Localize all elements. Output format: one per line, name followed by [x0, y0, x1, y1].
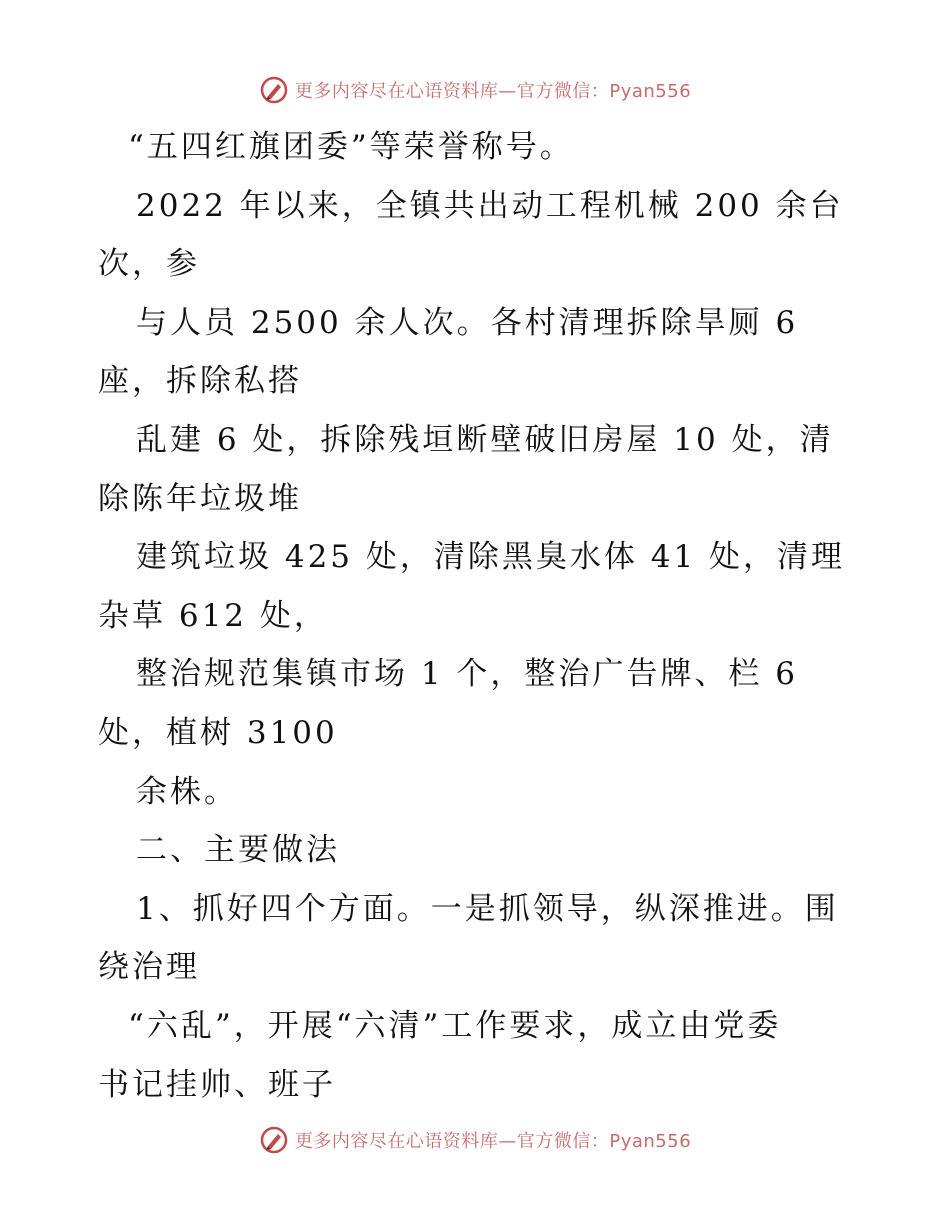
text-line: 1、抓好四个方面。一是抓领导，纵深推进。围: [136, 890, 839, 927]
text-line: 整治规范集镇市场 1 个，整治广告牌、栏 6: [136, 656, 799, 693]
text-line: 绕治理: [98, 949, 200, 986]
pen-logo-icon: [259, 75, 289, 105]
text-line: 书记挂帅、班子: [98, 1066, 336, 1103]
text-line: 杂草 612 处，: [98, 597, 328, 634]
text-line: 乱建 6 处，拆除残垣断壁破旧房屋 10 处，清: [136, 421, 834, 458]
header-watermark: [0, 72, 950, 108]
text-line: 余株。: [136, 773, 238, 810]
text-line: “六乱”，开展“六清”工作要求，成立由党委: [128, 1007, 782, 1044]
document-body: [98, 118, 858, 1114]
text-line: 2022 年以来，全镇共出动工程机械 200 余台: [136, 187, 844, 224]
text-line: 座，拆除私搭: [98, 363, 302, 400]
watermark-text: 更多内容尽在心语资料库—官方微信：Pyan556: [294, 81, 692, 102]
text-line: 次，参: [98, 246, 200, 283]
text-line: “五四红旗团委”等荣誉称号。: [128, 129, 574, 165]
section-heading: 二、主要做法: [136, 832, 340, 869]
footer-watermark: [0, 1122, 950, 1158]
text-line: 与人员 2500 余人次。各村清理拆除旱厕 6: [136, 304, 799, 341]
watermark-text: 更多内容尽在心语资料库—官方微信：Pyan556: [294, 1131, 692, 1152]
text-line: 除陈年垃圾堆: [98, 480, 302, 517]
pen-logo-icon: [259, 1125, 289, 1155]
text-line: 处，植树 3100: [98, 714, 338, 751]
text-line: 建筑垃圾 425 处，清除黑臭水体 41 处，清理: [136, 539, 846, 576]
